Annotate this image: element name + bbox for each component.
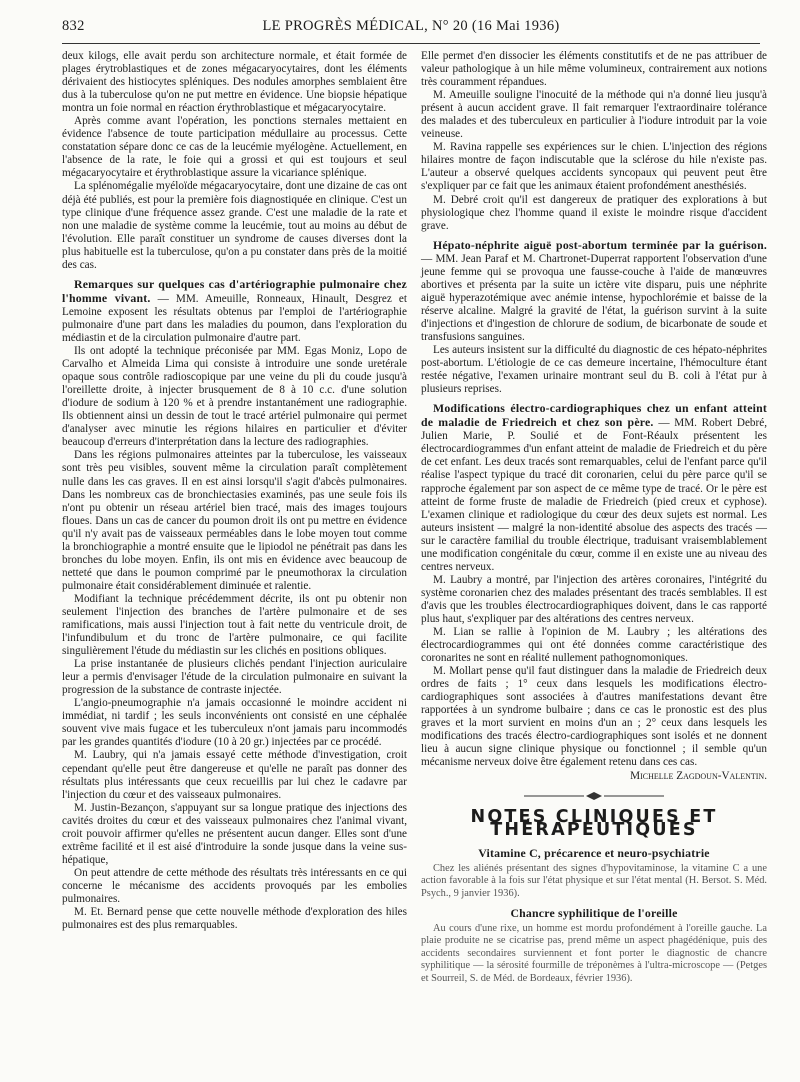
paragraph: On peut attendre de cette méthode des résultats très intéressants en ce qui concerne le mécanisme des accidents provoqués par les embolies pulmonaires. <box>62 866 407 905</box>
note-body <box>421 923 767 986</box>
paragraph: Après comme avant l'opération, les ponctions sternales mettaient en évidence l'absence de toute participation médullaire au processus. Cette constatation sépare donc ce cas de la leucémie myélogène. Actuellement, en l'absence de la rate, le foie qui a grossi et qui est toujours et seul mégacaryocytaire et érythroblastique assure la vicariance splénique. <box>62 115 407 180</box>
paragraph: Elle permet d'en dissocier les éléments constitutifs et de ne pas attribuer de valeur pathologique à un hile même volumineux, contrairement aux notions très couramment répandues. <box>421 50 767 89</box>
note-text: Chez les aliénés présentant des signes d'hypovitaminose, la vitamine C a une action favorable à la fois sur l'état physique et sur l'état mental (H. Bersot. S. Méd. Psych., 9 janvier 1936). <box>421 862 767 899</box>
paragraph: M. Justin-Bezançon, s'appuyant sur sa longue pratique des injections des cavités droites du cœur et des vaisseaux pulmonaires chez l'animal vivant, croit pouvoir affirmer qu'elles ne présentent aucun danger. Elles sont d'une extrême facilité et il est aisé d'introduire la sonde jusque dans la veine sus-hépatique, <box>62 801 407 866</box>
note-text: Au cours d'une rixe, un homme est mordu profondément à l'oreille gauche. La plaie produite ne se cicatrise pas, prend même un aspect phagédénique, puis des accidents secondaires surviennent et font porter le diagnostic de chancre syphilitique — la sérosité fourmille de tréponèmes à l'ultra-microscope — (Petges et Sourreil, S. de Méd. de Bordeaux, février 1936). <box>421 922 767 984</box>
paragraph: La prise instantanée de plusieurs clichés pendant l'injection auriculaire leur a permis d'envisager l'étude de la circulation pulmonaire en suivant la progression de la substance de contraste injectée. <box>62 658 407 697</box>
paragraph: L'angio-pneumographie n'a jamais occasionné le moindre accident ni immédiat, ni tardif ; les seuls inconvénients ont consisté en une céphalée souvent vive mais fugace et les tuberculeux n'ont jamais paru incommodés par les grandes quantités d'iodure (10 à 20 gr.) injectées par ce procédé. <box>62 697 407 749</box>
section-title: Modifications électro-cardiographiques chez un enfant atteint de maladie de Friedreich et chez son père. <box>421 401 767 430</box>
header-rule <box>62 43 760 44</box>
section-title: Hépato-néphrite aiguë post-abortum terminée par la guérison. <box>433 237 767 252</box>
left-column <box>62 50 407 932</box>
section-arteriographie <box>62 278 407 345</box>
paragraph: Dans les régions pulmonaires atteintes par la tuberculose, les vaisseaux sont très peu visibles, souvent même la circulation paraît complètement nulle dans les cas graves. Il en est ainsi lorsqu'il s'agit d'abcès pulmonaires. Dans les nombreux cas de bronchiectasies examinés, pas une seule fois ils n'ont pu obtenir un réseau artériel bien tracé, mais des images toujours floues. Dans un cas de cancer du poumon droit ils ont pu mettre en évidence qu'il n'y avait pas de vaisseaux perméables dans le lobe moyen tout comme la bronchiographie a montré ensuite que le lipiodol ne pénétrait pas dans les bronches du lobe moyen. Enfin, ils ont mis en évidence avec beaucoup de netteté que dans le poumon comprimé par le pneumothorax la circulation pulmonaire était considérablement diminuée et ralentie. <box>62 449 407 592</box>
right-column <box>421 50 767 986</box>
paragraph: Modifiant la technique précédemment décrite, ils ont pu obtenir non seulement l'injection des branches de l'artère pulmonaire et de ses ramifications, mais aussi l'injection tout à fait nette du ventricule droit, de l'infundibulum et du tronc de l'artère pulmonaire, ce qui facilite singulièrement l'étude du médiastin sur les clichés en positions obliques. <box>62 592 407 658</box>
section-title: Remarques sur quelques cas d'artériographie pulmonaire chez l'homme vivant. <box>62 276 407 305</box>
section-lead: — MM. Ameuille, Ronneaux, Hinault, Desgrez et Lemoine exposent les résultats obtenus par l'emploi de l'artériographie pulmonaire d'une part dans les maladies du poumon, dans l'exploration du médiastin et de la circulation pulmonaire d'autre part. <box>62 292 407 344</box>
ornament-divider-icon <box>524 791 664 801</box>
note-title: Chancre syphilitique de l'oreille <box>510 905 678 920</box>
page-header <box>62 18 760 38</box>
paragraph: M. Laubry a montré, par l'injection des artères coronaires, l'intégrité du système coronarien chez des malades présentant des tracés semblables. Il est d'avis que les troubles électrocardiographiques doivent, dans le cas rapporté plus haut, s'expliquer par des altérations des centres nerveux. <box>421 573 767 625</box>
ornament-divider <box>524 791 664 801</box>
running-title: LE PROGRÈS MÉDICAL, N° 20 (16 Mai 1936) <box>262 18 560 34</box>
page-number: 832 <box>62 18 85 34</box>
paragraph: M. Lian se rallie à l'opinion de M. Laubry ; les altérations des électrocardiogrammes qui ont été données comme caractéristique des coronarites ne sont en réalité nullement pathognomoniques. <box>421 626 767 665</box>
paragraph: Ils ont adopté la technique préconisée par MM. Egas Moniz, Lopo de Carvalho et Almeida Lima qui consiste à introduire une sonde uretérale opaque sous contrôle radioscopique par une veine du pli du coude jusqu'à l'oreillette droite, à injecter brusquement de 8 à 10 c.c. d'une solution d'iodure de sodium à 120 % et à prendre instantanément une radiographie. Ils obtiennent ainsi un dessin de tout le tracé artériel pulmonaire qui permet d'analyser avec minutie les régions hilaires en particulier et d'éviter beaucoup d'erreurs d'interprétation dans la lecture des radiographies. <box>62 345 407 449</box>
section-hepato-nephrite <box>421 239 767 344</box>
section-lead: — MM. Robert Debré, Julien Marie, P. Soulié et de Font-Réaulx présentent les électrocardiogrammes d'un enfant atteint de maladie de Friedreich et du père de cet enfant. Les deux tracés sont remarquables, celui de l'enfant parce qu'il réalise l'aspect typique du tracé dit coronarien, celui du père parce qu'il se rapproche également par son aspect de ce même type de tracé. Or le père est atteint de forme fruste de maladie de Friedreich (pied creux et cyphose). L'examen clinique et radiologique du cœur des deux sujets est normal. Les auteurs insistent — malgré la non-identité absolue des aspects des tracés — sur le caractère familial du trouble électrique, traduisant vraisemblablement une modification congénitale du cœur, comme il en existe une au niveau des centres nerveux. <box>421 417 767 573</box>
paragraph: M. Laubry, qui n'a jamais essayé cette méthode d'investigation, croit cependant qu'elle peut être dangereuse et qu'elle ne paraît pas donner des résultats plus intéressants que ceux recueillis par lui chez le cadavre par l'injection du cœur et des vaisseaux pulmonaires. <box>62 749 407 801</box>
section-electrocardiographie <box>421 402 767 574</box>
paragraph: M. Ameuille souligne l'inocuité de la méthode qui n'a donné lieu jusqu'à présent à aucun accident grave. Il fait remarquer l'extraordinaire tolérance des malades et des tuberculeux en particulier à l'iodure introduit par la voie veineuse. <box>421 89 767 141</box>
note-title: Vitamine C, précarence et neuro-psychiatrie <box>478 845 710 860</box>
paragraph: M. Ravina rappelle ses expériences sur le chien. L'injection des régions hilaires montre de façon indiscutable que la sclérose du hile n'existe pas. L'auteur a observé quelques accidents syncopaux qui peuvent peut être s'expliquer par ce fait que les animaux étaient profondément anesthésiés. <box>421 141 767 193</box>
section-lead: — MM. Jean Paraf et M. Chartronet-Duperrat rapportent l'observation d'une jeune femme qui se provoqua une fausse-couche à l'aide de manœuvres abortives et présenta par la suite un ictère vite disparu, puis une néphrite aiguë hyperazotémique avec anémie intense, hypochlorémie et baisse de la réserve alcaline. Malgré la gravité de l'état, la guérison survint à la suite d'injections et d'ingestion de chlorure de sodium, de bicarbonate de soude et transfusions sanguines. <box>421 252 767 343</box>
notes-heading: NOTES CLINIQUES ET THÉRAPEUTIQUES <box>470 806 718 840</box>
paragraph: Les auteurs insistent sur la difficulté du diagnostic de ces hépato-néphrites post-abortum. L'étiologie de ce cas demeure incertaine, l'hémoculture étant restée négative, l'examen urinaire montrant seul du B. coli à l'état pur à plusieurs reprises. <box>421 344 767 396</box>
paragraph: M. Debré croit qu'il est dangereux de pratiquer des explorations à but physiologique chez l'homme quand il existe le moindre risque d'accident grave. <box>421 193 767 232</box>
note-body <box>421 863 767 901</box>
author-signature: Michelle Zagdoun-Valentin. <box>630 769 767 782</box>
paragraph: M. Mollart pense qu'il faut distinguer dans la maladie de Friedreich deux ordres de faits ; 1° ceux dans lesquels les modifications électro-cardiographiques sont associées à d'autres manifestations devant être rapportées à un syndrome bulbaire ; dans ce cas le pronostic est des plus graves et la mort survient en moins d'un an ; 2° ceux dans lesquels les modifications des tracés électro-cardiographiques sont isolés et ne donnent lieu à aucun signe clinique physique ou fonctionnel ; il semble qu'un mécanisme nerveux doive être également retenu dans ces cas. <box>421 665 767 769</box>
paragraph: deux kilogs, elle avait perdu son architecture normale, et était formée de plages érytroblastiques et de zones mégacaryocytaires, dont les éléments dérivaient des histiocytes spléniques. Des nodules amorphes semblaient être dus à la tuberculose qu'on ne put mettre en évidence. Une biopsie hépatique montra un foie normal en réaction érythroblastique et mégacaryocytaire. <box>62 50 407 115</box>
paragraph: La splénomégalie myéloïde mégacaryocytaire, dont une dizaine de cas ont déjà été publiés, est pour la première fois diagnostiquée en clinique. C'est un type clinique d'une fréquence assez grande. C'est une maladie de la rate et non une maladie de système comme la leucémie, tout au moins au début de l'évolution. Elle paraît constituer un syndrome de causes diverses dont la plus habituelle est la tuberculose, qu'on a pu constater dans près de la moitié des cas. <box>62 180 408 271</box>
paragraph: M. Et. Bernard pense que cette nouvelle méthode d'exploration des hiles pulmonaires est des plus remarquables. <box>62 906 407 932</box>
